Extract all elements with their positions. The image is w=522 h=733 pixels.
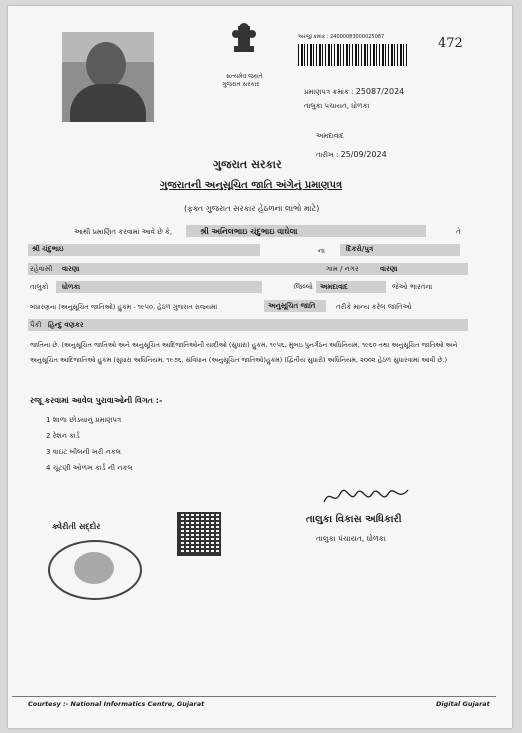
district-label: જિલ્લો	[294, 283, 313, 291]
relation: દિકરો/પુત્ર	[346, 245, 374, 253]
village-name: વારણા	[62, 265, 80, 273]
issuing-office: તાલુકા પંચાયત, ધોળકા	[304, 102, 370, 110]
certificate-title: ગુજરાતની અનુસૂચિત જાતિ અંગેનું પ્રમાણપત્ર	[160, 180, 343, 191]
cert-number-row: પ્રમાણપત્ર ક્રમાંક : 25087/2024	[304, 87, 405, 96]
application-number: 24000083000025087	[330, 34, 385, 40]
qr-code	[177, 512, 221, 556]
documents-heading: રજૂ કરવામાં આવેલ પુરાવાઓની વિગત :-	[30, 396, 163, 405]
signer-title: તાલુકા વિકાસ અધિકારી	[306, 514, 402, 525]
caste-name: હિન્દુ વણકર	[48, 321, 84, 329]
emblem-caption-1: સત્યમેવ જયતે	[226, 73, 263, 80]
list-item: 1 શાળા છોડયાનુ પ્રમાણપત્ર	[46, 416, 122, 424]
applicant-name: શ્રી અનિલભાઇ ચંદુભાઇ વાઘેલા	[200, 227, 298, 236]
signature-scribble	[322, 486, 410, 512]
office-seal	[48, 540, 142, 600]
list-item: 2 રેશન કાર્ડ	[46, 432, 80, 440]
taluka-name: ધોળકા	[62, 283, 81, 291]
government-title: ગુજરાત સરકાર	[213, 158, 282, 171]
emblem-caption-2: ગુજરાત સરકાર	[222, 81, 260, 88]
district-name: અમદાવાદ	[320, 283, 348, 291]
category: અનુસૂચિત જાતિ	[268, 302, 316, 310]
applicant-photo	[62, 32, 154, 122]
state-emblem-icon	[224, 22, 264, 66]
barcode: અરજી ક્રમાંક : 24000083000025087	[298, 34, 410, 72]
verifier-text: ક્વેરીતી સદ્દોર	[52, 522, 101, 531]
village-name-2: વારણા	[380, 265, 398, 273]
son-of-label: ના	[318, 247, 325, 255]
list-item: 4 ચૂંટણી ઓળખ કાર્ડ ની નકલ	[46, 464, 133, 472]
certificate-subtitle: (ફક્ત ગુજરાત સરકાર હેઠળના લાભો માટે)	[184, 204, 320, 213]
category-suffix: તરીકે માન્ય કરેલ જાતિઓ	[336, 303, 412, 311]
date-row: તારીખ : 25/09/2024	[316, 150, 387, 159]
father-name: શ્રી ચંદુભાઇ	[32, 245, 64, 253]
handwritten-number: 472	[438, 36, 463, 51]
legal-paragraph: જાતિના છે. (અનુસૂચિત જાતિઓ અને અનુસૂચિત આદિજાતિઓની યાદીઓ (સુધારા) હુકમ, ૧૯૫૬, મુંબઇ પુનર્ગઠન અધિનિયમ, ૧૯૬૦ તથા અનુસૂચિત જાતિઓ અને અનુસૂચિત આદિજાતિઓ હુકમ (સુધારા અધિનિયમ, ૧૯૭૬, સંવિધાન (અનુસૂચિત જાતિઓ)હુકમ) (દ્વિતીય સુધારો) અધિનિયમ, ૨૦૦૨ હેઠળ સુધારવામાં આવી છે.)	[30, 341, 458, 364]
place: અમદાવાદ	[316, 132, 344, 140]
village-label: ગામ / નગર	[326, 265, 359, 273]
constitution-text: બંધારણના (અનુસૂચિત જાતિઓ) હુકમ - ૧૯૫૦, હેઠળ ગુજરાત રાજ્યમાં	[30, 303, 218, 311]
caste-prefix: પૈકી	[30, 321, 42, 329]
signer-office: તાલુકા પંચાયત, ધોળકા	[316, 534, 386, 543]
footer-brand: Digital Gujarat	[436, 700, 490, 708]
trailing-mark: તે	[456, 228, 461, 236]
documents-list	[46, 416, 133, 473]
intro-text: આથી પ્રમાણિત કરવામાં આવે છે કે,	[74, 228, 173, 236]
list-item: 3 વાઇટ બીલની ખરી નકલ	[46, 448, 121, 456]
resident-label: રહેવાસી	[30, 265, 53, 273]
footer-courtesy: Courtesy :- National Informatics Centre, Gujarat	[28, 700, 205, 708]
taluka-label: તાલુકો	[30, 283, 49, 291]
citizen-text: જેઓ ભારતના	[392, 283, 433, 291]
